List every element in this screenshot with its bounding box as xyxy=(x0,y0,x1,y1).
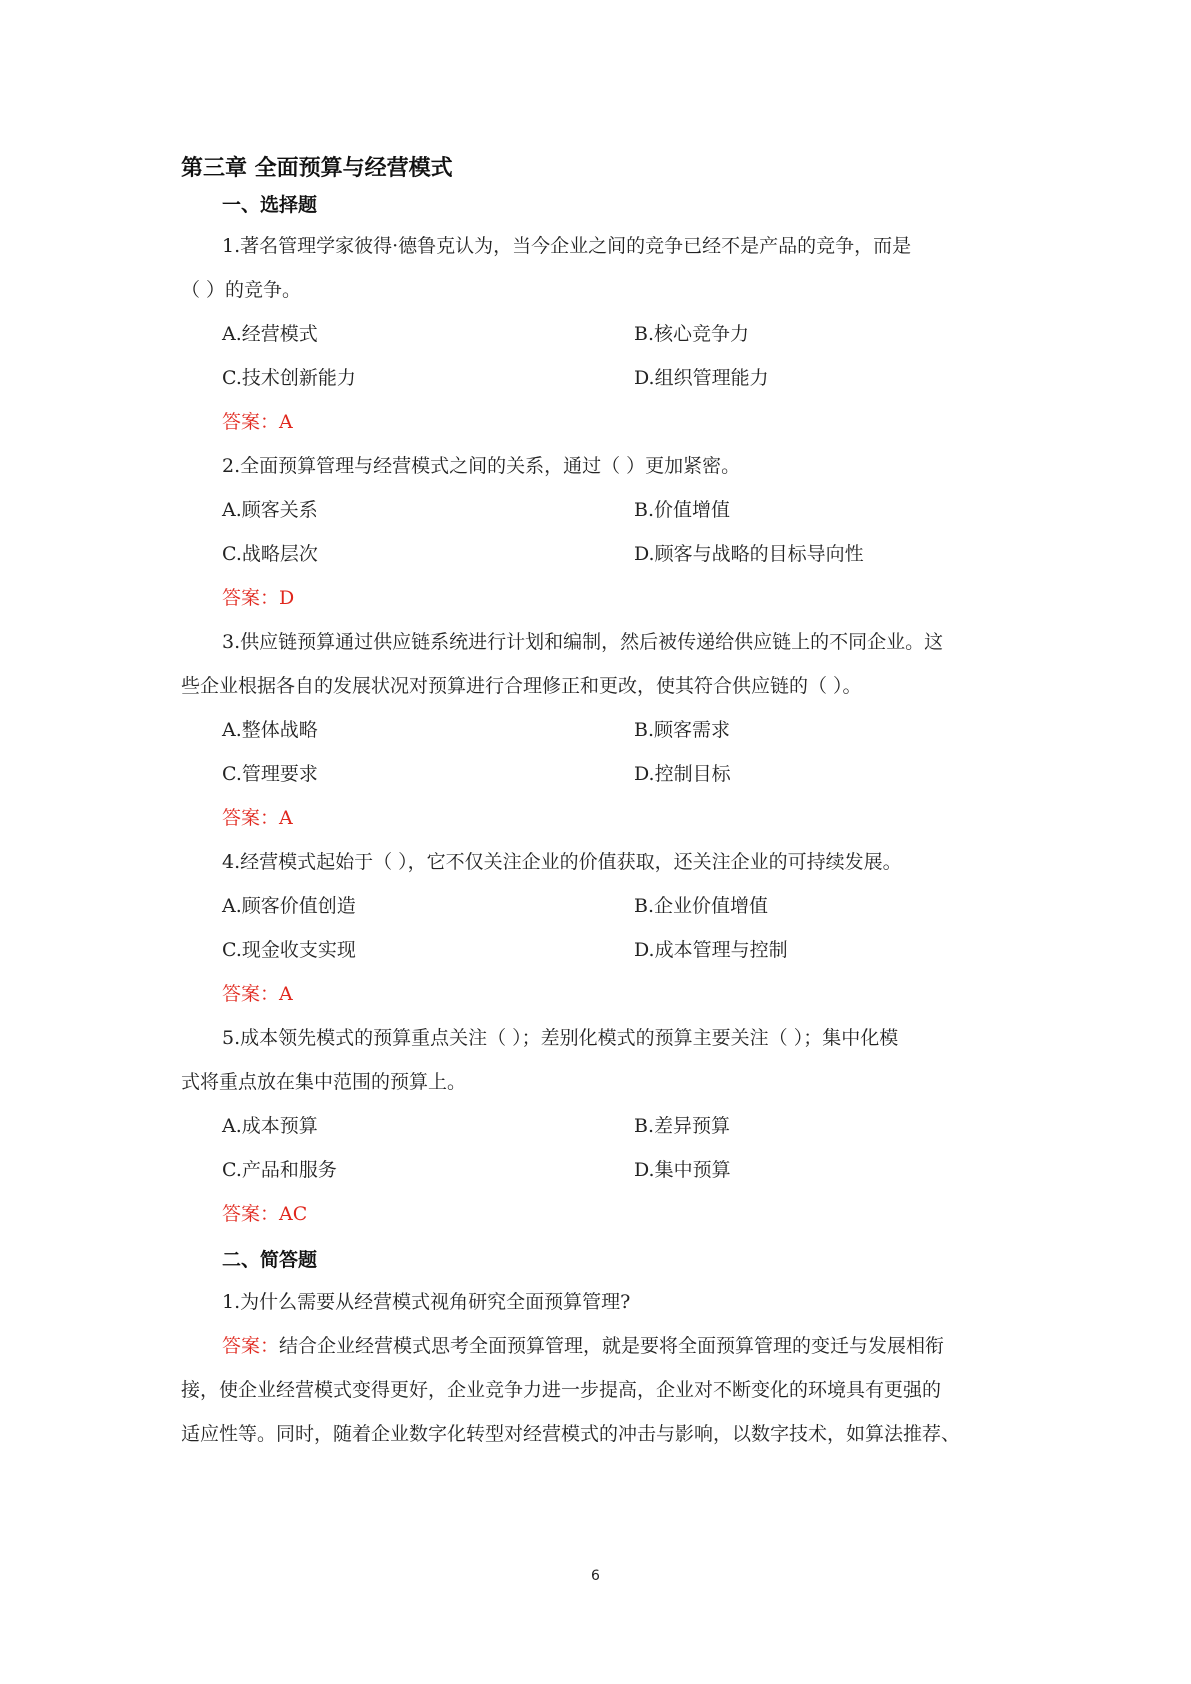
question-1-option-c: C.技术创新能力 xyxy=(222,367,356,389)
question-2-option-b: B.价值增值 xyxy=(634,499,731,521)
question-2-option-a: A.顾客关系 xyxy=(222,499,318,521)
short-answer-1-line-2: 接，使企业经营模式变得更好，企业竞争力进一步提高，企业对不断变化的环境具有更强的 xyxy=(181,1379,942,1401)
short-answer-1-line-1 xyxy=(222,1333,944,1359)
question-5-option-a: A.成本预算 xyxy=(222,1115,318,1137)
question-1-option-b: B.核心竞争力 xyxy=(634,323,750,345)
question-5-answer: 答案：AC xyxy=(222,1203,308,1225)
question-5-option-d: D.集中预算 xyxy=(634,1159,731,1181)
page-number: 6 xyxy=(591,1568,600,1584)
answer-text: 结合企业经营模式思考全面预算管理，就是要将全面预算管理的变迁与发展相衔 xyxy=(279,1335,945,1357)
question-4-option-a: A.顾客价值创造 xyxy=(222,895,356,917)
question-5-line-2: 式将重点放在集中范围的预算上。 xyxy=(181,1071,467,1093)
question-3-answer: 答案：A xyxy=(222,807,293,829)
question-2-answer: 答案：D xyxy=(222,587,295,609)
question-1-line-2: （ ）的竞争。 xyxy=(181,279,302,301)
question-4-line-1: 4.经营模式起始于（ ），它不仅关注企业的价值获取，还关注企业的可持续发展。 xyxy=(222,851,902,873)
question-5-line-1: 5.成本领先模式的预算重点关注（ ）；差别化模式的预算主要关注（ ）；集中化模 xyxy=(222,1027,899,1049)
question-1-option-d: D.组织管理能力 xyxy=(634,367,769,389)
question-5-option-b: B.差异预算 xyxy=(634,1115,731,1137)
question-4-option-d: D.成本管理与控制 xyxy=(634,939,788,961)
question-1-line-1: 1.著名管理学家彼得·德鲁克认为，当今企业之间的竞争已经不是产品的竞争，而是 xyxy=(222,235,912,257)
question-1-answer: 答案：A xyxy=(222,411,293,433)
question-3-line-2: 些企业根据各自的发展状况对预算进行合理修正和更改，使其符合供应链的（ ）。 xyxy=(181,675,862,697)
short-answer-1-line-3: 适应性等。同时，随着企业数字化转型对经营模式的冲击与影响，以数字技术，如算法推荐、 xyxy=(181,1423,961,1445)
question-3-option-d: D.控制目标 xyxy=(634,763,731,785)
question-5-option-c: C.产品和服务 xyxy=(222,1159,337,1181)
question-1-option-a: A.经营模式 xyxy=(222,323,318,345)
answer-label: 答案： xyxy=(222,1335,280,1357)
section-title-short-answer: 二、简答题 xyxy=(222,1249,318,1271)
chapter-title: 第三章 全面预算与经营模式 xyxy=(181,156,453,181)
question-4-option-b: B.企业价值增值 xyxy=(634,895,769,917)
short-question-1: 1.为什么需要从经营模式视角研究全面预算管理? xyxy=(222,1291,631,1313)
question-4-option-c: C.现金收支实现 xyxy=(222,939,356,961)
question-4-answer: 答案：A xyxy=(222,983,293,1005)
question-3-option-b: B.顾客需求 xyxy=(634,719,731,741)
question-3-option-a: A.整体战略 xyxy=(222,719,318,741)
question-2-line-1: 2.全面预算管理与经营模式之间的关系，通过（ ）更加紧密。 xyxy=(222,455,741,477)
section-title-choice: 一、选择题 xyxy=(222,194,318,216)
question-3-line-1: 3.供应链预算通过供应链系统进行计划和编制，然后被传递给供应链上的不同企业。这 xyxy=(222,631,944,653)
question-2-option-d: D.顾客与战略的目标导向性 xyxy=(634,543,864,565)
question-3-option-c: C.管理要求 xyxy=(222,763,318,785)
question-2-option-c: C.战略层次 xyxy=(222,543,318,565)
